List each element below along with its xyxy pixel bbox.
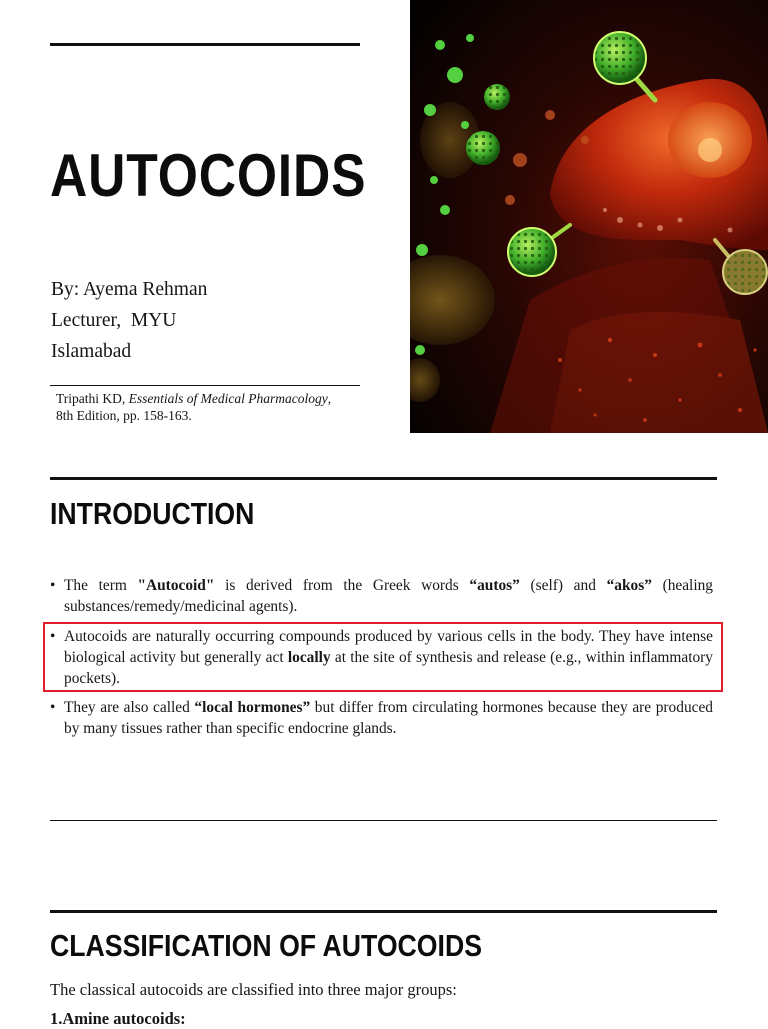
text-run: but differ from circulating hormones because they are produced by many tissues rather than specific endocrine glands. [64,699,713,737]
intro-rule [50,477,717,480]
bullet-icon: • [50,628,56,645]
list-item [50,697,713,739]
text-run: is derived from the Greek words [214,577,470,594]
author-location: Islamabad [51,341,132,362]
text-run: at the site of synthesis and release (e.g., within inflammatory pockets). [64,649,713,687]
citation-punct: , [327,391,332,406]
bullet-icon: • [50,699,56,716]
introduction-heading: INTRODUCTION [50,496,255,531]
classification-rule [50,910,717,913]
term-local-hormones: “local hormones” [194,699,311,716]
citation-rule [50,385,360,386]
author-name: By: Ayema Rehman [51,279,208,300]
highlight-box [43,622,723,692]
text-run: They are also called [64,699,195,716]
amine-autocoids-heading [50,1009,186,1029]
text-run: Autocoids are naturally occurring compounds produced by various cells in the body. They have intense biological activity but generally act [64,628,713,666]
document-title: AUTOCOIDS [50,142,367,209]
text-run: (healing substances/remedy/medicinal agents). [64,577,713,615]
author-position: Lecturer, MYU [51,310,177,331]
group-title: 1.Amine autocoids: [50,1009,186,1028]
cell-illustration-icon [410,0,768,433]
citation-edition: 8th Edition, pp. 158-163. [56,408,192,423]
text-run: (self) and [519,577,607,594]
citation [56,390,356,424]
bullet-icon: • [50,577,56,594]
section-divider [50,820,717,821]
citation-book-title: Essentials of Medical Pharmacology [128,391,328,406]
term-autos: “autos” [469,577,520,594]
text-run: The term [64,577,138,594]
term-akos: “akos” [606,577,652,594]
classification-intro: The classical autocoids are classified into three major groups: [50,980,457,999]
classification-heading: CLASSIFICATION OF AUTOCOIDS [50,928,482,963]
cover-image [410,0,768,433]
citation-author: Tripathi KD, [56,391,129,406]
term-locally: locally [287,649,331,666]
list-item [50,575,713,617]
top-rule [50,43,360,46]
term-autocoid: "Autocoid" [137,577,215,594]
